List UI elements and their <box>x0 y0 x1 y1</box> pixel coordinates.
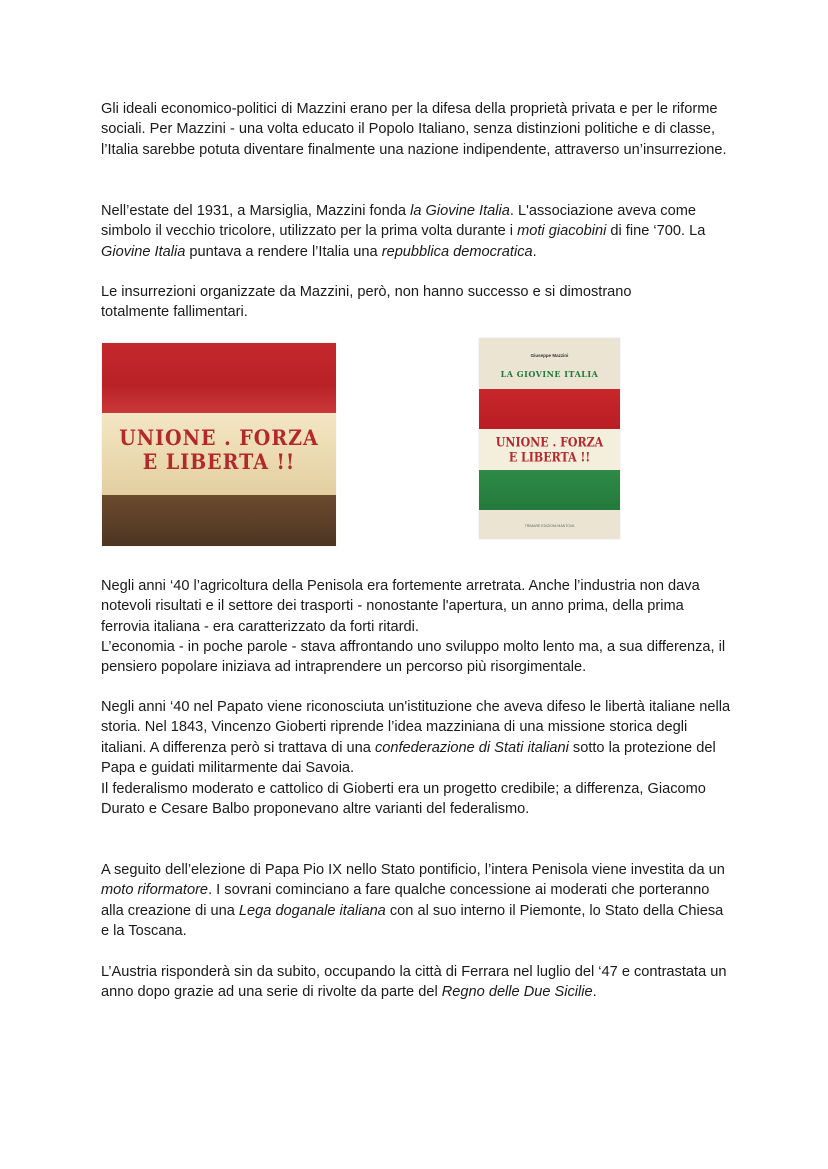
paragraph-gioberti <box>101 697 731 778</box>
text-span: di fine ‘700. La <box>606 223 706 240</box>
paragraph-economy-summary: L’economia - in poche parole - stava affrontando uno sviluppo molto lento ma, a sua differenza, il pensiero popolare iniziava ad intraprendere un percorso più risorgimentale. <box>101 639 726 676</box>
paragraph-economy: Negli anni ‘40 l’agricoltura della Penisola era fortemente arretrata. Anche l’industria non dava notevoli risultati e il settore dei trasporti - nonostante l'apertura, un anno prima, della prima ferrovia italiana - era caratterizzato da forti ritardi. <box>101 578 700 635</box>
paragraph-pio-ix <box>101 860 731 941</box>
emphasis-text: Lega doganale italiana <box>238 902 386 919</box>
emphasis-text: moti giacobini <box>517 223 607 240</box>
emphasis-text: Regno delle Due Sicilie <box>441 984 593 1001</box>
emphasis-text: la Giovine Italia <box>410 203 510 219</box>
book-motto-line1: UNIONE . FORZA <box>495 435 604 450</box>
flag-brown-band <box>102 495 336 546</box>
book-motto-line2: E LIBERTA !! <box>508 450 591 465</box>
giovine-italia-book-cover <box>479 338 620 539</box>
text-span: con al suo interno il Piemonte, lo Stato della Chiesa e la Toscana. <box>101 902 724 939</box>
text-span: A seguito dell’elezione di Papa Pio IX nello Stato pontificio, l’intera Penisola viene investita da un <box>101 862 725 878</box>
text-span: sotto la protezione del Papa e guidati militarmente dai Savoia. <box>101 739 716 776</box>
book-green-band <box>479 470 620 510</box>
book-author: Giuseppe Mazzini <box>530 353 569 358</box>
emphasis-text: Giovine Italia <box>101 243 186 260</box>
text-span: . <box>532 243 537 260</box>
paragraph-insurrections: Le insurrezioni organizzate da Mazzini, però, non hanno successo e si dimostrano totalmente fallimentari. <box>101 284 632 321</box>
emphasis-text: repubblica democratica <box>381 243 533 260</box>
text-span: . <box>592 984 597 1001</box>
text-span: . L'associazione aveva come simbolo il vecchio tricolore, utilizzato per la prima volta durante i <box>101 203 696 240</box>
text-span: Negli anni ‘40 nel Papato viene riconosciuta un'istituzione che aveva difeso le libertà italiane nella storia. Nel 1843, Vincenzo Gioberti riprende l’idea mazziniana di una missione storica degli italiani. A differenza però si trattava di una <box>101 699 731 756</box>
flag-motto-line2: E LIBERTA !! <box>142 449 296 475</box>
text-span: L’Austria risponderà sin da subito, occupando la città di Ferrara nel luglio del ‘47 e contrastata un anno dopo grazie ad una serie di rivolte da parte del <box>101 964 727 1001</box>
book-title: LA GIOVINE ITALIA <box>500 369 599 379</box>
text-span: puntava a rendere l’Italia una <box>185 243 382 260</box>
text-span: Nell’estate del 1931, a Marsiglia, Mazzini fonda <box>101 203 411 219</box>
flag-motto-line1: UNIONE . FORZA <box>119 425 319 451</box>
emphasis-text: moto riformatore <box>101 882 209 899</box>
book-red-band <box>479 389 620 429</box>
paragraph-mazzini-ideals: Gli ideali economico-politici di Mazzini erano per la difesa della proprietà privata e per le riforme sociali. Per Mazzini - una volta educato il Popolo Italiano, senza distinzioni politiche e di classe, l’Italia sarebbe potuta diventare finalmente una nazione indipendente, attraverso un’insurrezione. <box>101 101 727 158</box>
paragraph-giovine-italia <box>101 201 731 262</box>
book-publisher: TRIMARE EDIZIONI MANTOVA <box>524 524 575 528</box>
text-span: . I sovrani cominciano a fare qualche concessione ai moderati che porteranno alla creazione di una <box>101 882 710 919</box>
emphasis-text: confederazione di Stati italiani <box>374 739 569 756</box>
paragraph-federalism: Il federalismo moderato e cattolico di Gioberti era un progetto credibile; a differenza, Giacomo Durato e Cesare Balbo proponevano altre varianti del federalismo. <box>101 781 706 818</box>
flag-red-band <box>102 343 336 413</box>
paragraph-austria <box>101 962 731 1003</box>
tricolore-flag-image <box>102 343 336 546</box>
